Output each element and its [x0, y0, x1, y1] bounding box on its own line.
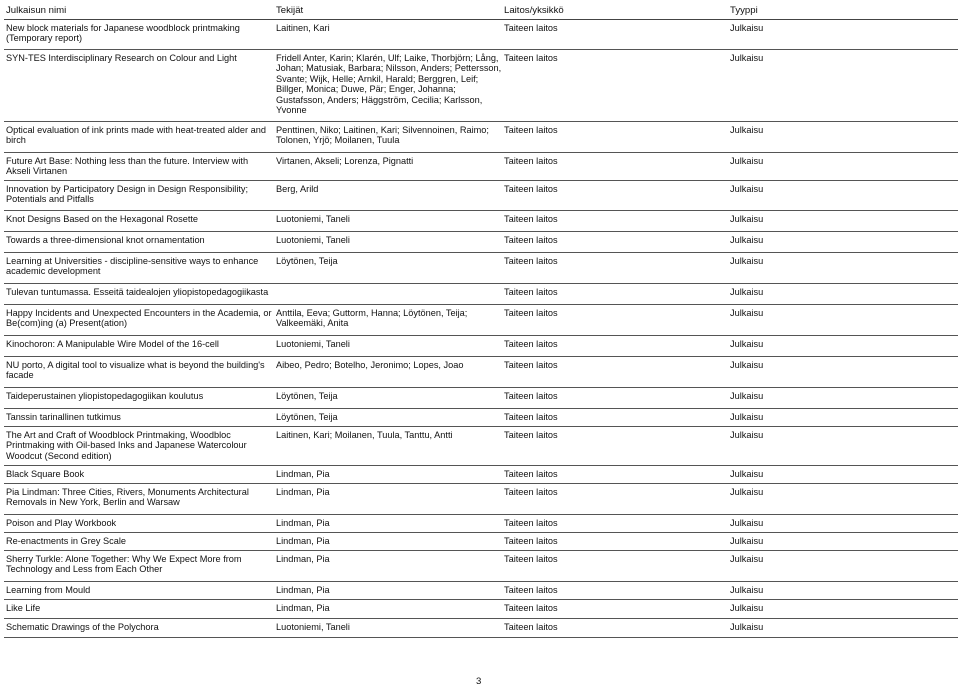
publication-authors: Lindman, Pia	[276, 518, 330, 528]
publication-title: Black Square Book	[6, 469, 85, 479]
publication-type: Julkaisu	[730, 256, 764, 266]
publication-title: Schematic Drawings of the Polychora	[6, 622, 159, 632]
publication-type: Julkaisu	[730, 391, 764, 401]
publication-type: Julkaisu	[730, 603, 764, 613]
publication-type: Julkaisu	[730, 622, 764, 632]
publication-title: Tulevan tuntumassa. Esseitä taidealojen yliopistopedagogiikasta	[6, 287, 269, 297]
publication-type: Julkaisu	[730, 235, 764, 245]
publication-unit: Taiteen laitos	[504, 603, 558, 613]
publication-title: Kinochoron: A Manipulable Wire Model of the 16-cell	[6, 339, 219, 349]
publication-authors: Luotoniemi, Taneli	[276, 622, 350, 632]
publication-authors: Aibeo, Pedro; Botelho, Jeronimo; Lopes, Joao	[276, 360, 464, 370]
publication-type: Julkaisu	[730, 214, 764, 224]
table-row	[4, 484, 958, 515]
publication-unit: Taiteen laitos	[504, 339, 558, 349]
publication-authors: Virtanen, Akseli; Lorenza, Pignatti	[276, 156, 414, 166]
table-row	[4, 466, 958, 484]
publication-unit: Taiteen laitos	[504, 518, 558, 528]
publication-type: Julkaisu	[730, 156, 764, 166]
publication-type: Julkaisu	[730, 585, 764, 595]
publication-unit: Taiteen laitos	[504, 256, 558, 266]
publication-title: NU porto, A digital tool to visualize what is beyond the building's facade	[6, 360, 265, 381]
table-row	[4, 533, 958, 551]
publication-authors: Lindman, Pia	[276, 469, 330, 479]
publication-title: Tanssin tarinallinen tutkimus	[6, 412, 121, 422]
table-row	[4, 253, 958, 284]
publication-unit: Taiteen laitos	[504, 125, 558, 135]
publication-title: Towards a three-dimensional knot ornamentation	[6, 235, 205, 245]
publication-authors: Löytönen, Teija	[276, 391, 338, 401]
publication-type: Julkaisu	[730, 287, 764, 297]
publication-title: Sherry Turkle: Alone Together: Why We Expect More from Technology and Less from Each Other	[6, 554, 242, 575]
publication-title: Learning from Mould	[6, 585, 91, 595]
table-row	[4, 600, 958, 619]
publication-unit: Taiteen laitos	[504, 391, 558, 401]
publication-unit: Taiteen laitos	[504, 184, 558, 194]
publication-title: Learning at Universities - discipline-sensitive ways to enhance academic development	[6, 256, 259, 277]
publication-unit: Taiteen laitos	[504, 622, 558, 632]
table-row	[4, 357, 958, 388]
table-row	[4, 427, 958, 466]
publication-authors: Laitinen, Kari	[276, 23, 330, 33]
publication-authors: Luotoniemi, Taneli	[276, 214, 350, 224]
publication-type: Julkaisu	[730, 339, 764, 349]
publication-title: New block materials for Japanese woodblock printmaking (Temporary report)	[6, 23, 240, 44]
publication-authors: Lindman, Pia	[276, 603, 330, 613]
publication-authors: Laitinen, Kari; Moilanen, Tuula, Tanttu, Antti	[276, 430, 453, 440]
publication-type: Julkaisu	[730, 308, 764, 318]
table-row	[4, 551, 958, 582]
table-row	[4, 211, 958, 232]
table-row	[4, 305, 958, 336]
publication-unit: Taiteen laitos	[504, 214, 558, 224]
publication-type: Julkaisu	[730, 430, 764, 440]
table-row	[4, 122, 958, 153]
publication-authors: Luotoniemi, Taneli	[276, 339, 350, 349]
publication-authors: Löytönen, Teija	[276, 412, 338, 422]
publication-authors: Luotoniemi, Taneli	[276, 235, 350, 245]
page-number: 3	[476, 676, 482, 687]
publication-authors: Fridell Anter, Karin; Klarén, Ulf; Laike, Thorbjörn; Lång, Johan; Matusiak, Barbara; Nilsson, Anders; Pettersson, Svante; Wijk, Helle; Arnkil, Harald; Berggren, Leif; Billger, Monica; Duwe, Pär; Enger, Johanna; Gustafsson, Anders; Häggström, Cecilia; Karlsson, Yvonne	[276, 53, 502, 116]
header-authors: Tekijät	[276, 5, 304, 16]
table-row	[4, 515, 958, 533]
table-header	[4, 4, 958, 20]
publication-type: Julkaisu	[730, 23, 764, 33]
table-row	[4, 50, 958, 122]
publication-unit: Taiteen laitos	[504, 156, 558, 166]
table-row	[4, 20, 958, 50]
publication-type: Julkaisu	[730, 125, 764, 135]
publication-authors: Berg, Arild	[276, 184, 319, 194]
publication-authors: Lindman, Pia	[276, 554, 330, 564]
publication-type: Julkaisu	[730, 536, 764, 546]
table-row	[4, 181, 958, 211]
table-row	[4, 153, 958, 181]
publication-unit: Taiteen laitos	[504, 23, 558, 33]
table-row	[4, 284, 958, 305]
publication-type: Julkaisu	[730, 412, 764, 422]
publication-authors: Anttila, Eeva; Guttorm, Hanna; Löytönen, Teija; Valkeemäki, Anita	[276, 308, 468, 329]
publication-unit: Taiteen laitos	[504, 412, 558, 422]
publication-title: Future Art Base: Nothing less than the future. Interview with Akseli Virtanen	[6, 156, 249, 177]
table-row	[4, 336, 958, 357]
publication-unit: Taiteen laitos	[504, 487, 558, 497]
publication-type: Julkaisu	[730, 184, 764, 194]
table-row	[4, 619, 958, 638]
publication-type: Julkaisu	[730, 469, 764, 479]
publication-unit: Taiteen laitos	[504, 430, 558, 440]
publication-title: Like Life	[6, 603, 41, 613]
publication-unit: Taiteen laitos	[504, 360, 558, 370]
header-type: Tyyppi	[730, 5, 758, 16]
publication-unit: Taiteen laitos	[504, 235, 558, 245]
publication-title: Pia Lindman: Three Cities, Rivers, Monuments Architectural Removals in New York, Berlin and Warsaw	[6, 487, 249, 508]
publication-type: Julkaisu	[730, 518, 764, 528]
publication-type: Julkaisu	[730, 554, 764, 564]
table-row	[4, 409, 958, 427]
publication-title: The Art and Craft of Woodblock Printmaking, Woodbloc Printmaking with Oil-based Inks and Japanese Watercolour Woodcut (Second edition)	[6, 430, 247, 461]
header-title: Julkaisun nimi	[6, 5, 67, 16]
publication-table	[4, 20, 958, 638]
publication-title: Poison and Play Workbook	[6, 518, 117, 528]
publication-authors: Penttinen, Niko; Laitinen, Kari; Silvennoinen, Raimo; Tolonen, Yrjö; Moilanen, Tuula	[276, 125, 489, 146]
publication-title: Re-enactments in Grey Scale	[6, 536, 126, 546]
publication-authors: Löytönen, Teija	[276, 256, 338, 266]
publication-type: Julkaisu	[730, 360, 764, 370]
publication-title: Innovation by Participatory Design in Design Responsibility; Potentials and Pitfalls	[6, 184, 249, 205]
publication-title: Happy Incidents and Unexpected Encounters in the Academia, or Be(com)ing (a) Present(ation)	[6, 308, 272, 329]
publication-unit: Taiteen laitos	[504, 536, 558, 546]
publication-title: Taideperustainen yliopistopedagogiikan koulutus	[6, 391, 204, 401]
header-unit: Laitos/yksikkö	[504, 5, 564, 16]
publication-type: Julkaisu	[730, 487, 764, 497]
publication-authors: Lindman, Pia	[276, 536, 330, 546]
table-row	[4, 232, 958, 253]
publication-authors: Lindman, Pia	[276, 487, 330, 497]
publication-unit: Taiteen laitos	[504, 308, 558, 318]
publication-unit: Taiteen laitos	[504, 585, 558, 595]
publication-unit: Taiteen laitos	[504, 53, 558, 63]
table-row	[4, 388, 958, 409]
publication-type: Julkaisu	[730, 53, 764, 63]
publication-unit: Taiteen laitos	[504, 554, 558, 564]
publication-title: Knot Designs Based on the Hexagonal Rosette	[6, 214, 199, 224]
publication-authors: Lindman, Pia	[276, 585, 330, 595]
publication-title: SYN-TES Interdisciplinary Research on Colour and Light	[6, 53, 237, 63]
publication-unit: Taiteen laitos	[504, 469, 558, 479]
publication-unit: Taiteen laitos	[504, 287, 558, 297]
publication-title: Optical evaluation of ink prints made with heat-treated alder and birch	[6, 125, 266, 146]
table-row	[4, 582, 958, 600]
